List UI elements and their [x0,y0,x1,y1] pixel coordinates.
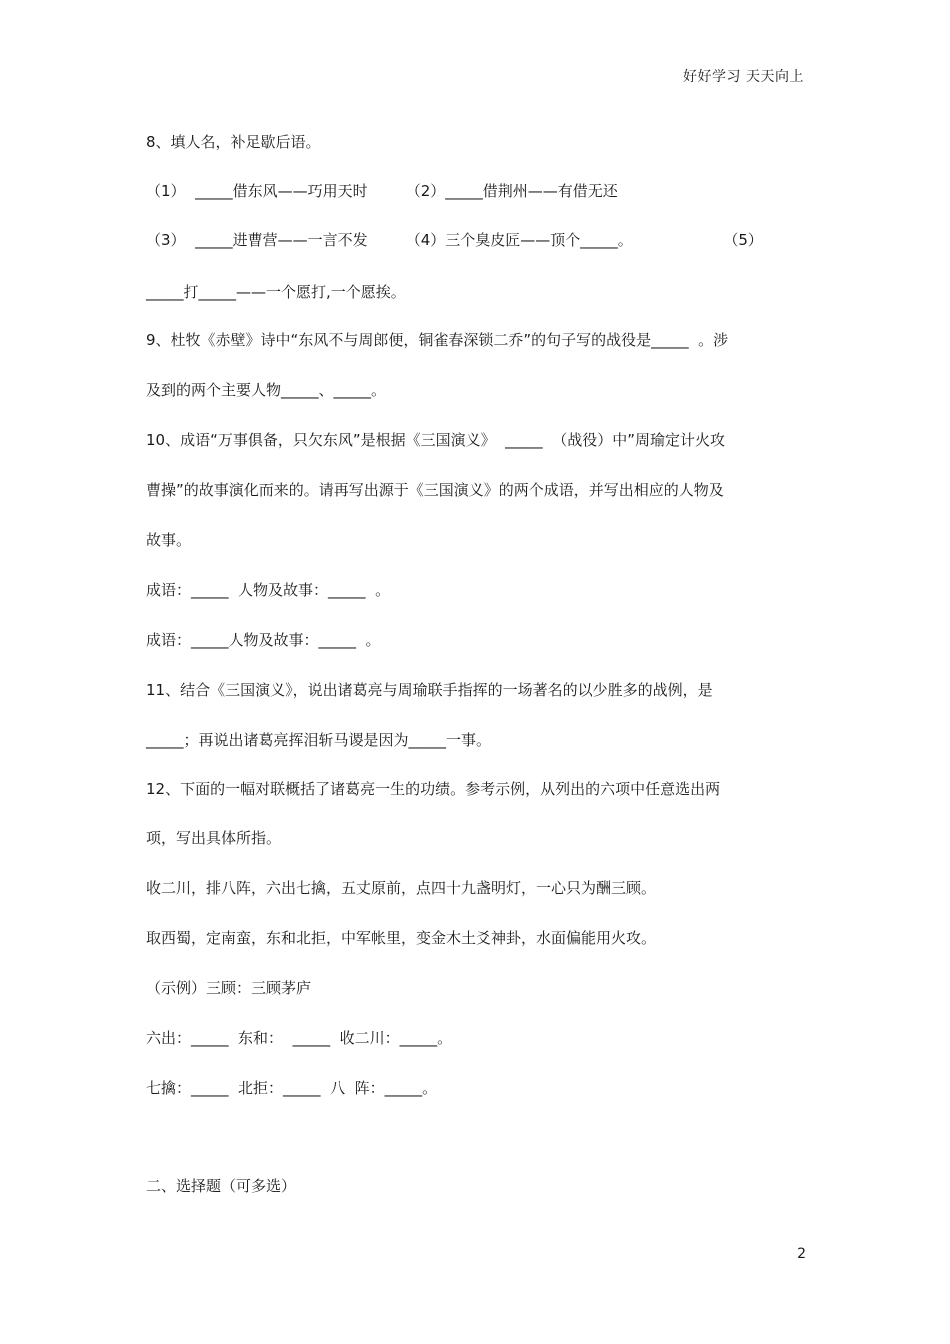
question-10-line-1: 10、成语“万事俱备，只欠东风”是根据《三国演义》 _____ （战役）中”周瑜定计火攻 [146,431,725,449]
answer-line-1: 六出：_____ 东和： _____ 收二川：_____。 [146,1029,453,1047]
question-8-title: 8、填人名，补足歇后语。 [146,133,321,151]
question-10-idiom-2: 成语：_____人物及故事：_____ 。 [146,631,381,649]
question-10-line-2: 曹操”的故事演化而来的。请再写出源于《三国演义》的两个成语，并写出相应的人物及 [146,481,724,499]
question-12-line-1: 12、下面的一幅对联概括了诸葛亮一生的功绩。参考示例，从列出的六项中任意选出两 [146,780,721,798]
question-10-line-3: 故事。 [146,531,192,549]
answer-line-2: 七擒：_____ 北拒：_____ 八 阵：_____。 [146,1079,438,1097]
question-8-items-3-5: （3） _____进曹营——一言不发 （4）三个臭皮匠——顶个_____。 （5） [146,231,763,249]
couplet-line-1: 收二川，排八阵，六出七擒，五丈原前，点四十九盏明灯，一心只为酬三顾。 [146,879,657,897]
section-2-title: 二、选择题（可多选） [146,1177,297,1195]
question-9-line-2: 及到的两个主要人物_____、_____。 [146,381,387,399]
page-number: 2 [797,1246,806,1262]
question-8-items-1-2: （1） _____借东风——巧用天时 （2）_____借荆州——有借无还 [146,182,618,200]
question-10-idiom-1: 成语：_____ 人物及故事：_____ 。 [146,581,391,599]
example-line: （示例）三顾：三顾茅庐 [146,979,312,997]
question-11-line-1: 11、结合《三国演义》，说出诸葛亮与周瑜联手指挥的一场著名的以少胜多的战例，是 [146,681,713,699]
couplet-line-2: 取西蜀，定南蛮，东和北拒，中军帐里，变金木土爻神卦，水面偏能用火攻。 [146,929,657,947]
page-header: 好好学习 天天向上 [683,69,804,85]
question-12-line-2: 项，写出具体所指。 [146,829,282,847]
question-9-line-1: 9、杜牧《赤壁》诗中“东风不与周郎便，铜雀春深锁二乔”的句子写的战役是_____ 。涉 [146,331,729,349]
question-8-item-5-cont: _____打_____——一个愿打,一个愿挨。 [146,283,406,301]
question-11-line-2: _____；再说出诸葛亮挥泪斩马谡是因为_____一事。 [146,731,492,749]
